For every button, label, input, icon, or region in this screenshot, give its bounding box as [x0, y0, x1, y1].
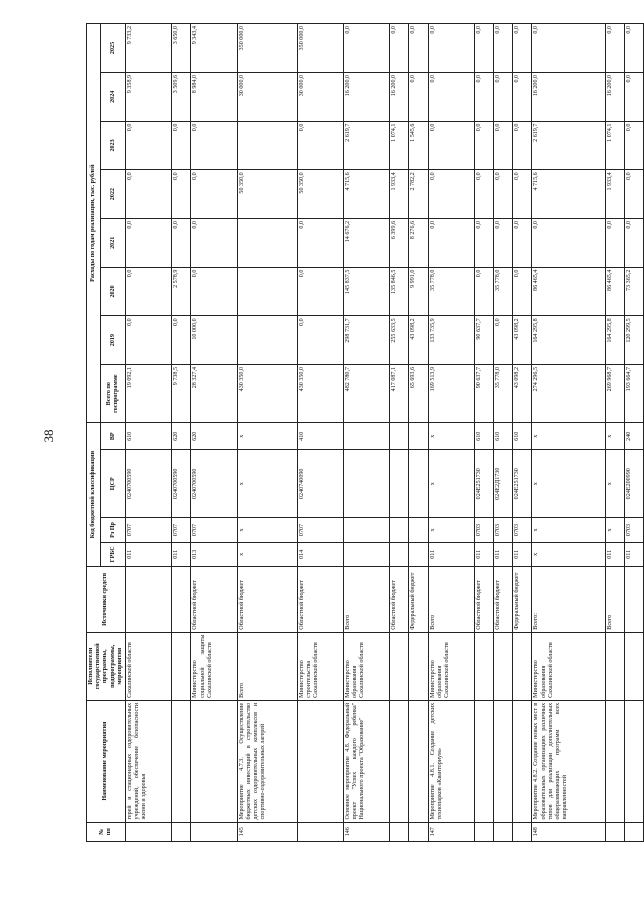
- cell-2022: 0,0: [191, 170, 237, 219]
- cell-total: 169 513,9: [428, 364, 474, 422]
- cell-grbs: х: [532, 542, 605, 566]
- cell-name: Основное мероприятие 4.8. Федеральный проект "Успех каждого ребенка" Национального проекта "Образование": [343, 700, 389, 822]
- cell-rzpr: 0703: [513, 518, 532, 542]
- cell-2023: 0,0: [494, 121, 513, 170]
- cell-2024: 0,0: [494, 72, 513, 121]
- cell-2022: 2 782,2: [409, 170, 428, 219]
- cell-num: [625, 822, 644, 841]
- cell-2023: 2 619,7: [532, 121, 605, 170]
- cell-grbs: [409, 542, 428, 566]
- cell-2023: 0,0: [125, 121, 171, 170]
- cell-executor: [494, 632, 513, 700]
- cell-grbs: 011: [513, 542, 532, 566]
- cell-executor: Министерство образования Сахалинской области: [428, 632, 474, 700]
- cell-executor: [474, 632, 493, 700]
- header-year: 2022: [101, 170, 126, 219]
- cell-num: [125, 822, 171, 841]
- cell-vr: 610: [513, 423, 532, 450]
- cell-total: 35 778,0: [494, 364, 513, 422]
- cell-2025: 3 650,0: [172, 24, 191, 73]
- cell-num: 145: [237, 822, 297, 841]
- cell-2020: 86 465,4: [532, 267, 605, 316]
- cell-2022: 50 350,0: [237, 170, 297, 219]
- cell-num: 148: [532, 822, 605, 841]
- cell-2022: 1 933,4: [390, 170, 409, 219]
- cell-2022: 0,0: [125, 170, 171, 219]
- cell-executor: [605, 632, 624, 700]
- cell-2024: 16 200,0: [343, 72, 389, 121]
- cell-2019: 133 735,9: [428, 316, 474, 365]
- cell-2021: [237, 218, 297, 267]
- cell-2021: 0,0: [125, 218, 171, 267]
- cell-2019: [237, 316, 297, 365]
- cell-csr: 024E251730: [513, 450, 532, 518]
- cell-csr: [409, 450, 428, 518]
- cell-2019: 0,0: [125, 316, 171, 365]
- table-row: [125, 24, 171, 842]
- cell-name: [191, 700, 237, 822]
- cell-executor: Министерство строительства Сахалинской области: [297, 632, 343, 700]
- cell-csr: 024E251730: [474, 450, 493, 518]
- cell-source: Всего:: [532, 566, 605, 632]
- cell-2022: 0,0: [474, 170, 493, 219]
- cell-2025: 9 733,2: [125, 24, 171, 73]
- cell-source: Областной бюджет: [191, 566, 237, 632]
- cell-2019: 255 633,5: [390, 316, 409, 365]
- cell-2021: 0,0: [297, 218, 343, 267]
- cell-rzpr: х: [428, 518, 474, 542]
- header-year: 2024: [101, 72, 126, 121]
- cell-grbs: 011: [428, 542, 474, 566]
- cell-rzpr: 0707: [191, 518, 237, 542]
- cell-2020: 2 578,9: [172, 267, 191, 316]
- cell-2024: 9 358,9: [125, 72, 171, 121]
- cell-2019: 298 731,7: [343, 316, 389, 365]
- table-row: [494, 24, 513, 842]
- cell-vr: х: [605, 423, 624, 450]
- cell-2019: 90 637,7: [474, 316, 493, 365]
- cell-num: [172, 822, 191, 841]
- cell-executor: Министерство образования Сахалинской области: [343, 632, 389, 700]
- cell-grbs: 014: [297, 542, 343, 566]
- cell-2021: 0,0: [625, 218, 644, 267]
- cell-2021: 14 676,2: [343, 218, 389, 267]
- header-year: 2020: [101, 267, 126, 316]
- cell-source: [125, 566, 171, 632]
- cell-csr: [390, 450, 409, 518]
- cell-total: 193 664,7: [625, 364, 644, 422]
- cell-csr: х: [532, 450, 605, 518]
- cell-num: [494, 822, 513, 841]
- cell-grbs: 011: [125, 542, 171, 566]
- cell-vr: х: [532, 423, 605, 450]
- cell-rzpr: [343, 518, 389, 542]
- cell-2023: 2 619,7: [343, 121, 389, 170]
- cell-total: 430 350,0: [297, 364, 343, 422]
- cell-2022: 0,0: [494, 170, 513, 219]
- cell-2019: 0,0: [172, 316, 191, 365]
- table-row: [237, 24, 297, 842]
- cell-rzpr: 0703: [625, 518, 644, 542]
- cell-2023: 1 074,1: [390, 121, 409, 170]
- cell-2025: 0,0: [625, 24, 644, 73]
- cell-2025: 0,0: [605, 24, 624, 73]
- cell-2024: 0,0: [409, 72, 428, 121]
- cell-rzpr: х: [237, 518, 297, 542]
- cell-2024: 0,0: [474, 72, 493, 121]
- cell-2020: 0,0: [125, 267, 171, 316]
- cell-source: Областной бюджет: [390, 566, 409, 632]
- cell-2019: 0,0: [494, 316, 513, 365]
- cell-source: Федеральный бюджет: [513, 566, 532, 632]
- header-row-1: [87, 24, 101, 842]
- cell-2024: 0,0: [428, 72, 474, 121]
- cell-2024: 16 200,0: [532, 72, 605, 121]
- cell-2019: 164 295,8: [532, 316, 605, 365]
- cell-csr: х: [237, 450, 297, 518]
- cell-csr: 0240700590: [172, 450, 191, 518]
- cell-2023: 0,0: [625, 121, 644, 170]
- cell-name: Мероприятие 4.8.2. Создание новых мест в образовательных организациях различных типов для реализации дополнительных общеразвивающих программ всех направленностей: [532, 700, 605, 822]
- cell-2024: 30 000,0: [297, 72, 343, 121]
- cell-grbs: 011: [605, 542, 624, 566]
- cell-total: 430 350,0: [237, 364, 297, 422]
- cell-vr: 620: [191, 423, 237, 450]
- cell-num: [513, 822, 532, 841]
- cell-csr: 024E2Д1730: [494, 450, 513, 518]
- table-row: [343, 24, 389, 842]
- cell-source: Областной бюджет: [297, 566, 343, 632]
- cell-source: Областной бюджет: [494, 566, 513, 632]
- cell-grbs: [343, 542, 389, 566]
- cell-rzpr: 0703: [474, 518, 493, 542]
- cell-2019: 43 098,2: [513, 316, 532, 365]
- cell-executor: Министерство социальной защиты Сахалинской области: [191, 632, 237, 700]
- cell-2020: 135 846,5: [390, 267, 409, 316]
- cell-2024: 16 200,0: [605, 72, 624, 121]
- table-row: [390, 24, 409, 842]
- cell-grbs: [390, 542, 409, 566]
- cell-2022: 0,0: [625, 170, 644, 219]
- cell-2019: 164 295,8: [605, 316, 624, 365]
- cell-name: [390, 700, 409, 822]
- cell-2020: 0,0: [297, 267, 343, 316]
- cell-name: Мероприятие 4.8.1. Создание детских технопарков «Кванториум»: [428, 700, 474, 822]
- cell-2024: 30 000,0: [237, 72, 297, 121]
- cell-2021: 0,0: [428, 218, 474, 267]
- cell-2024: 16 200,0: [390, 72, 409, 121]
- header-name: Наименование мероприятия: [87, 700, 126, 822]
- cell-name: [297, 700, 343, 822]
- cell-num: [191, 822, 237, 841]
- cell-num: [297, 822, 343, 841]
- cell-executor: Министерство образования Сахалинской области: [532, 632, 605, 700]
- cell-executor: Всего: [237, 632, 297, 700]
- cell-num: [390, 822, 409, 841]
- cell-rzpr: [409, 518, 428, 542]
- cell-2021: 0,0: [191, 218, 237, 267]
- table-row: [297, 24, 343, 842]
- cell-2021: 0,0: [494, 218, 513, 267]
- cell-2025: 350 000,0: [237, 24, 297, 73]
- cell-csr: 0240700590: [125, 450, 171, 518]
- cell-vr: 610: [125, 423, 171, 450]
- cell-2023: 0,0: [172, 121, 191, 170]
- cell-total: 274 296,5: [532, 364, 605, 422]
- cell-2023: 0,0: [428, 121, 474, 170]
- cell-vr: [343, 423, 389, 450]
- cell-2023: 0,0: [191, 121, 237, 170]
- table-row: [172, 24, 191, 842]
- cell-total: 19 092,1: [125, 364, 171, 422]
- cell-csr: х: [428, 450, 474, 518]
- cell-2025: 0,0: [474, 24, 493, 73]
- cell-2024: 0,0: [513, 72, 532, 121]
- cell-2022: 0,0: [428, 170, 474, 219]
- cell-2019: 0,0: [297, 316, 343, 365]
- cell-2020: 35 778,0: [428, 267, 474, 316]
- cell-2023: 1 545,6: [409, 121, 428, 170]
- table-row: [191, 24, 237, 842]
- budget-table: [86, 23, 644, 842]
- cell-name: [172, 700, 191, 822]
- header-year: 2025: [101, 24, 126, 73]
- cell-2020: [237, 267, 297, 316]
- cell-2023: 1 074,1: [605, 121, 624, 170]
- cell-2020: 145 837,5: [343, 267, 389, 316]
- cell-2020: 86 465,4: [605, 267, 624, 316]
- cell-rzpr: 0707: [297, 518, 343, 542]
- cell-num: [409, 822, 428, 841]
- cell-2024: 0,0: [625, 72, 644, 121]
- cell-2024: 8 984,0: [191, 72, 237, 121]
- cell-rzpr: 0707: [125, 518, 171, 542]
- cell-2023: 0,0: [474, 121, 493, 170]
- cell-source: [625, 566, 644, 632]
- cell-num: [605, 822, 624, 841]
- cell-vr: 610: [494, 423, 513, 450]
- cell-2022: 4 715,6: [343, 170, 389, 219]
- header-year: 2019: [101, 316, 126, 365]
- cell-2025: 0,0: [409, 24, 428, 73]
- cell-rzpr: [390, 518, 409, 542]
- cell-2019: 120 299,5: [625, 316, 644, 365]
- cell-grbs: х: [237, 542, 297, 566]
- cell-source: Всего: [343, 566, 389, 632]
- cell-csr: х: [605, 450, 624, 518]
- cell-2021: 8 276,6: [409, 218, 428, 267]
- cell-total: 269 968,7: [605, 364, 624, 422]
- cell-total: 417 087,1: [390, 364, 409, 422]
- header-sources: Источники средств: [87, 566, 126, 632]
- cell-name: [409, 700, 428, 822]
- cell-name: Мероприятие 4.7.3. Осуществление бюджетных инвестиций в строительство детских оздоровительных комплексов и спортивно-оздоровительных лагерей: [237, 700, 297, 822]
- table-body: [125, 24, 643, 842]
- cell-executor: [172, 632, 191, 700]
- header-rzpr: Рз Пр: [101, 518, 126, 542]
- page-number: 38: [41, 429, 56, 443]
- cell-2024: 3 509,6: [172, 72, 191, 121]
- cell-source: Всего: [428, 566, 474, 632]
- header-vr: ВР: [101, 423, 126, 450]
- cell-2019: 10 000,0: [191, 316, 237, 365]
- cell-executor: [390, 632, 409, 700]
- cell-2020: 0,0: [474, 267, 493, 316]
- cell-source: Областной бюджет: [474, 566, 493, 632]
- cell-csr: 0240700590: [191, 450, 237, 518]
- table-row: [532, 24, 605, 842]
- cell-2021: 0,0: [172, 218, 191, 267]
- cell-2022: 4 715,6: [532, 170, 605, 219]
- table-row: [409, 24, 428, 842]
- header-expenses: Расходы по годам реализации, тыс. рублей: [87, 24, 101, 423]
- cell-total: 9 738,5: [172, 364, 191, 422]
- cell-total: 90 637,7: [474, 364, 493, 422]
- cell-name: [474, 700, 493, 822]
- cell-total: 43 098,2: [513, 364, 532, 422]
- cell-name: [605, 700, 624, 822]
- cell-vr: 240: [625, 423, 644, 450]
- cell-2020: 35 778,0: [494, 267, 513, 316]
- cell-grbs: 011: [474, 542, 493, 566]
- header-grbs: ГРБС: [101, 542, 126, 566]
- cell-name: [625, 700, 644, 822]
- cell-total: 28 327,4: [191, 364, 237, 422]
- cell-2020: 73 365,2: [625, 267, 644, 316]
- header-year: 2021: [101, 218, 126, 267]
- cell-2020: 0,0: [191, 267, 237, 316]
- cell-csr: 0240740090: [297, 450, 343, 518]
- header-num: № пп: [87, 822, 126, 841]
- cell-2020: 0,0: [513, 267, 532, 316]
- cell-2025: 9 343,4: [191, 24, 237, 73]
- cell-2025: 0,0: [532, 24, 605, 73]
- cell-source: Федеральный бюджет: [409, 566, 428, 632]
- cell-2019: 43 098,2: [409, 316, 428, 365]
- table-row: [513, 24, 532, 842]
- cell-grbs: 011: [494, 542, 513, 566]
- cell-2023: 0,0: [513, 121, 532, 170]
- cell-name: [513, 700, 532, 822]
- cell-2021: 6 399,6: [390, 218, 409, 267]
- cell-2021: 0,0: [513, 218, 532, 267]
- cell-csr: [343, 450, 389, 518]
- cell-rzpr: 0703: [494, 518, 513, 542]
- cell-executor: [513, 632, 532, 700]
- cell-num: [474, 822, 493, 841]
- cell-2023: 0,0: [297, 121, 343, 170]
- cell-executor: [625, 632, 644, 700]
- cell-2025: 350 000,0: [297, 24, 343, 73]
- cell-2025: 0,0: [494, 24, 513, 73]
- cell-vr: 610: [474, 423, 493, 450]
- cell-source: [172, 566, 191, 632]
- cell-name: [494, 700, 513, 822]
- header-csr: ЦСР: [101, 450, 126, 518]
- cell-total: 482 780,7: [343, 364, 389, 422]
- cell-2022: 0,0: [513, 170, 532, 219]
- cell-vr: 410: [297, 423, 343, 450]
- cell-2025: 0,0: [428, 24, 474, 73]
- cell-source: Областной бюджет: [237, 566, 297, 632]
- cell-vr: [390, 423, 409, 450]
- cell-2021: 0,0: [474, 218, 493, 267]
- table-row: [428, 24, 474, 842]
- header-budget-code: Код бюджетной классификации: [87, 423, 101, 567]
- table-row: [474, 24, 493, 842]
- header-total: Всего по госпрограмме: [101, 364, 126, 422]
- cell-source: Всего: [605, 566, 624, 632]
- cell-vr: 620: [172, 423, 191, 450]
- header-executors: Исполнители государственной программы, подпрограммы, мероприятия: [87, 632, 126, 700]
- cell-rzpr: х: [605, 518, 624, 542]
- cell-grbs: 013: [191, 542, 237, 566]
- cell-total: 65 693,6: [409, 364, 428, 422]
- cell-2022: 0,0: [172, 170, 191, 219]
- cell-num: 147: [428, 822, 474, 841]
- cell-name: герей и стационарных оздоровительных учреждений, обеспечение безопасности жизни и здоровья: [125, 700, 171, 822]
- cell-csr: 024E200990: [625, 450, 644, 518]
- cell-2021: 0,0: [605, 218, 624, 267]
- cell-executor: Сахалинской области: [125, 632, 171, 700]
- cell-2020: 9 991,0: [409, 267, 428, 316]
- cell-2022: 1 933,4: [605, 170, 624, 219]
- cell-2025: 0,0: [513, 24, 532, 73]
- cell-vr: [409, 423, 428, 450]
- cell-vr: х: [237, 423, 297, 450]
- cell-2022: 50 350,0: [297, 170, 343, 219]
- cell-vr: х: [428, 423, 474, 450]
- cell-2025: 0,0: [390, 24, 409, 73]
- cell-rzpr: х: [532, 518, 605, 542]
- cell-2023: [237, 121, 297, 170]
- cell-grbs: 011: [625, 542, 644, 566]
- cell-2021: 0,0: [532, 218, 605, 267]
- cell-2025: 0,0: [343, 24, 389, 73]
- table-row: [605, 24, 624, 842]
- cell-grbs: 011: [172, 542, 191, 566]
- cell-executor: [409, 632, 428, 700]
- header-year: 2023: [101, 121, 126, 170]
- cell-rzpr: 0707: [172, 518, 191, 542]
- cell-num: 146: [343, 822, 389, 841]
- table-row: [625, 24, 644, 842]
